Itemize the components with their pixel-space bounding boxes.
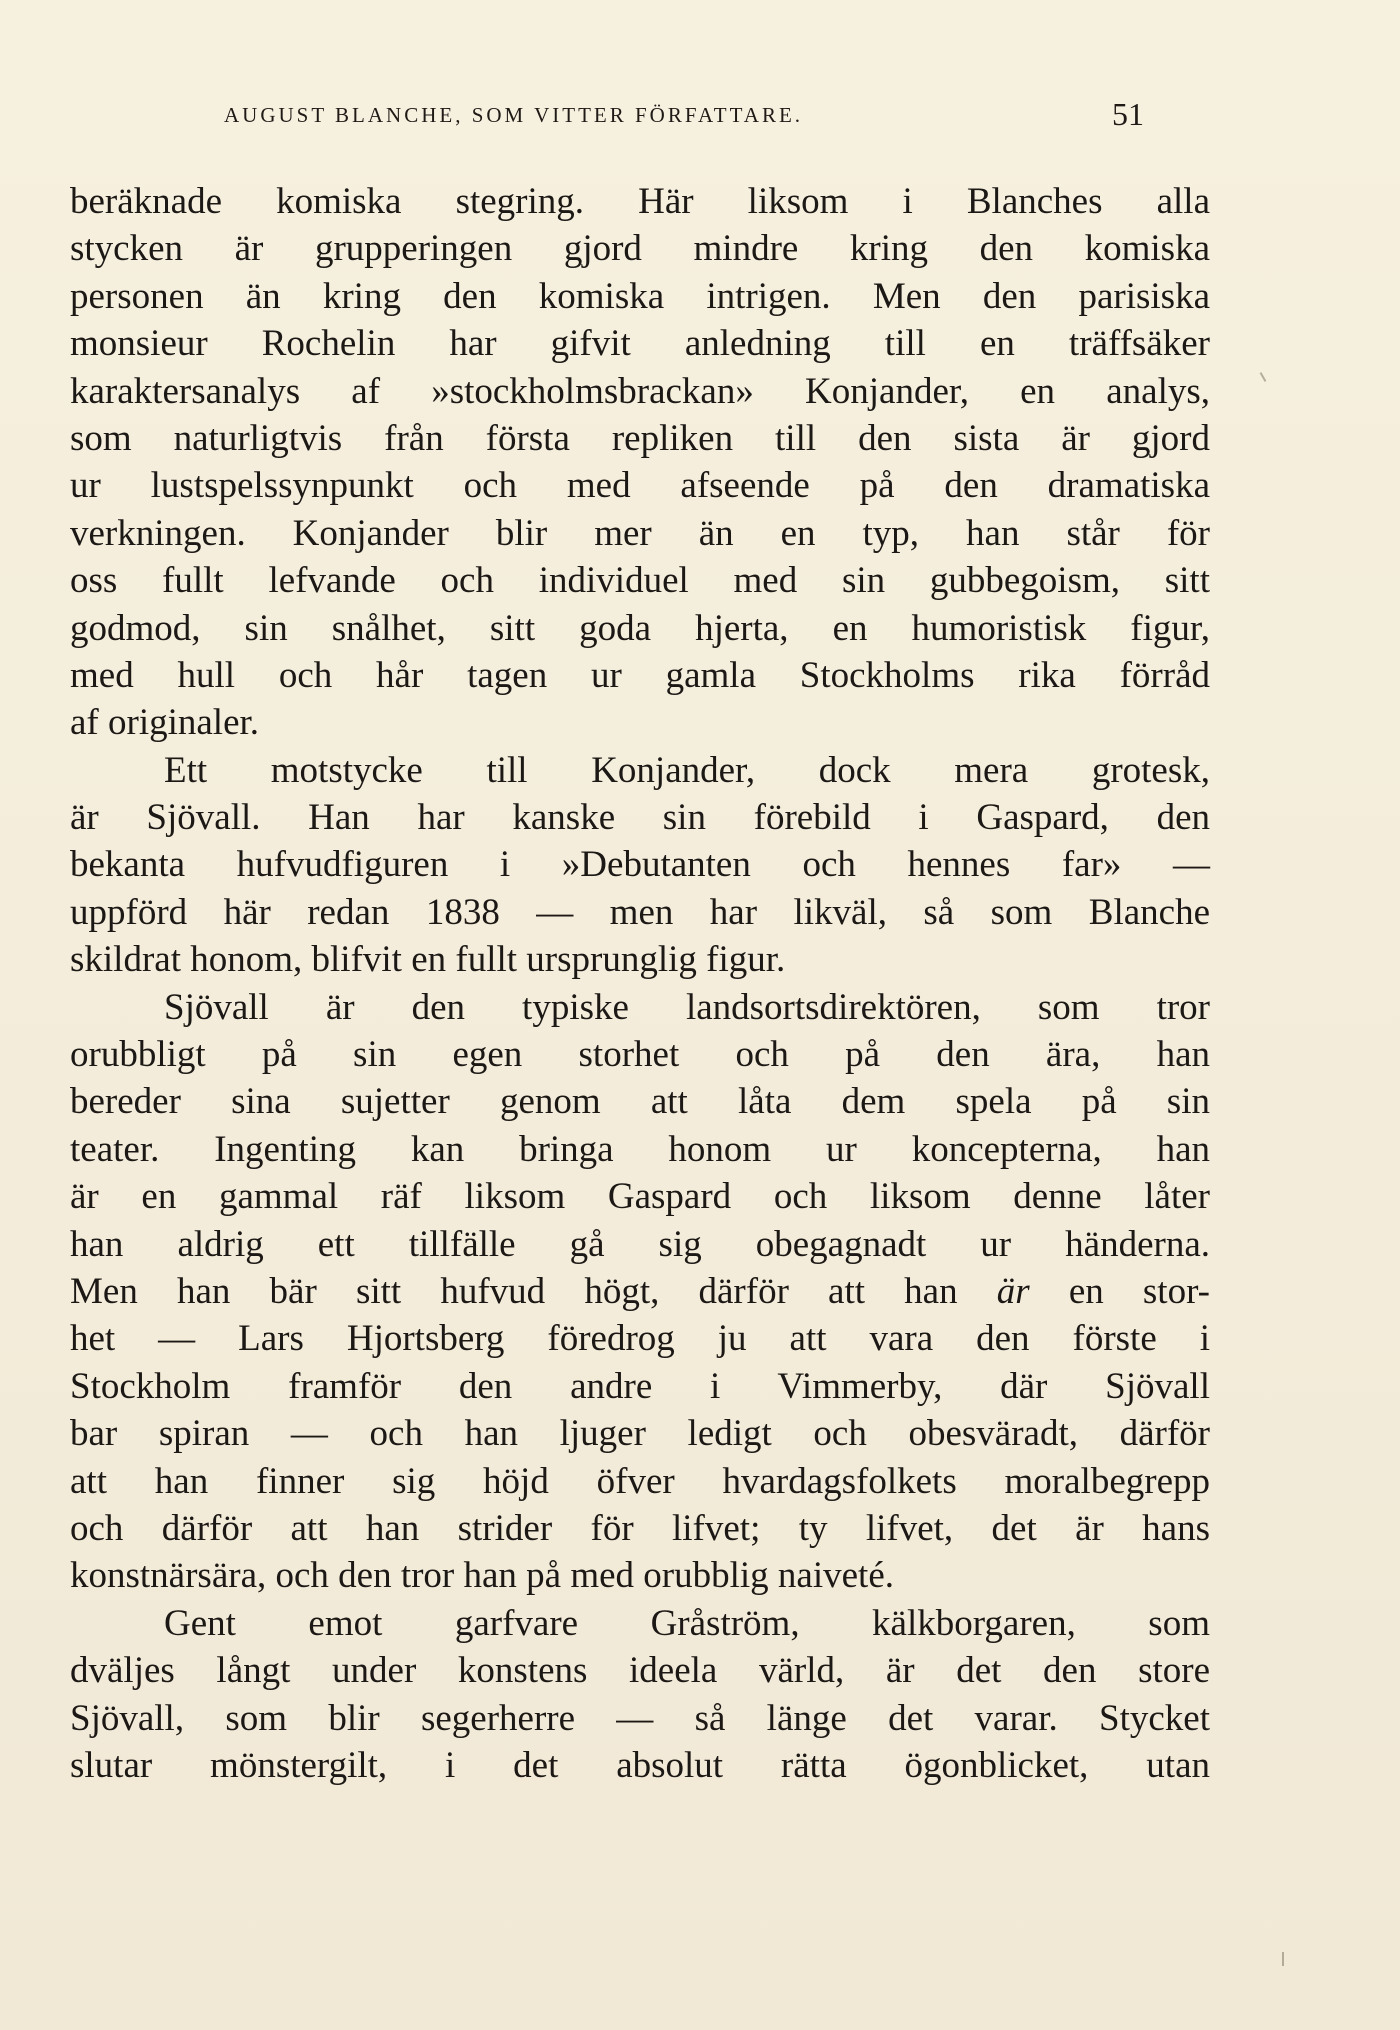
text-line: dväljes långt under konstens ideela värld, är det den store xyxy=(70,1650,1210,1692)
text-line-segment: Men han bär sitt hufvud högt, därför att han xyxy=(70,1270,997,1312)
text-line: Gent emot garfvare Gråström, kälkborgaren, som xyxy=(164,1602,1210,1644)
text-line: karaktersanalys af »stockholmsbrackan» Konjander, en analys, xyxy=(70,370,1210,412)
text-line: Ett motstycke till Konjander, dock mera grotesk, xyxy=(164,749,1210,791)
text-line: stycken är grupperingen gjord mindre kring den komiska xyxy=(70,228,1210,270)
text-line-segment: en stor- xyxy=(1029,1270,1210,1312)
text-line: Stockholm framför den andre i Vimmerby, där Sjövall xyxy=(70,1365,1210,1407)
text-line: ur lustspelssynpunkt och med afseende på den dramatiska xyxy=(70,465,1210,507)
text-line: konstnärsära, och den tror han på med orubblig naiveté. xyxy=(70,1555,895,1597)
text-line: het — Lars Hjortsberg föredrog ju att vara den förste i xyxy=(70,1318,1210,1360)
text-line: Sjövall, som blir segerherre — så länge det varar. Stycket xyxy=(70,1697,1210,1739)
text-line: att han finner sig höjd öfver hvardagsfolkets moralbegrepp xyxy=(70,1460,1210,1502)
paper-speck xyxy=(1260,372,1267,382)
paper-speck xyxy=(1282,1952,1284,1966)
text-line: han aldrig ett tillfälle gå sig obegagnadt ur händerna. xyxy=(70,1223,1210,1265)
page-number: 51 xyxy=(1112,96,1144,132)
text-line xyxy=(70,1268,1210,1315)
text-line: orubbligt på sin egen storhet och på den ära, han xyxy=(70,1034,1210,1076)
text-line: Sjövall är den typiske landsortsdirektören, som tror xyxy=(164,986,1210,1028)
text-line: oss fullt lefvande och individuel med sin gubbegoism, sitt xyxy=(70,560,1210,602)
text-line: personen än kring den komiska intrigen. Men den parisiska xyxy=(70,275,1210,317)
running-header: AUGUST BLANCHE, SOM VITTER FÖRFATTARE. xyxy=(224,103,804,127)
text-line: bereder sina sujetter genom att låta dem spela på sin xyxy=(70,1081,1210,1123)
text-line: med hull och hår tagen ur gamla Stockholms rika förråd xyxy=(70,654,1210,696)
text-line: verkningen. Konjander blir mer än en typ, han står för xyxy=(70,512,1210,554)
text-line: beräknade komiska stegring. Här liksom i Blanches alla xyxy=(70,181,1210,222)
text-line: godmod, sin snålhet, sitt goda hjerta, en humoristisk figur, xyxy=(70,607,1210,649)
text-line: teater. Ingenting kan bringa honom ur koncepterna, han xyxy=(70,1128,1210,1170)
text-line: slutar mönstergilt, i det absolut rätta ögonblicket, utan xyxy=(70,1744,1210,1786)
text-line: bar spiran — och han ljuger ledigt och obesväradt, därför xyxy=(70,1413,1210,1455)
text-line: som naturligtvis från första repliken till den sista är gjord xyxy=(70,417,1210,459)
emphasis: är xyxy=(996,1270,1030,1312)
text-line: skildrat honom, blifvit en fullt ursprunglig figur. xyxy=(70,939,786,981)
text-line: uppförd här redan 1838 — men har likväl, så som Blanche xyxy=(70,891,1210,933)
body-text xyxy=(70,178,1210,1789)
text-line: och därför att han strider för lifvet; ty lifvet, det är hans xyxy=(70,1507,1210,1549)
text-line: bekanta hufvudfiguren i »Debutanten och hennes far» — xyxy=(70,844,1210,886)
text-line: är Sjövall. Han har kanske sin förebild i Gaspard, den xyxy=(70,797,1210,839)
text-line: är en gammal räf liksom Gaspard och liksom denne låter xyxy=(70,1176,1210,1218)
text-line: af originaler. xyxy=(70,702,260,744)
text-line: monsieur Rochelin har gifvit anledning till en träffsäker xyxy=(70,323,1210,365)
